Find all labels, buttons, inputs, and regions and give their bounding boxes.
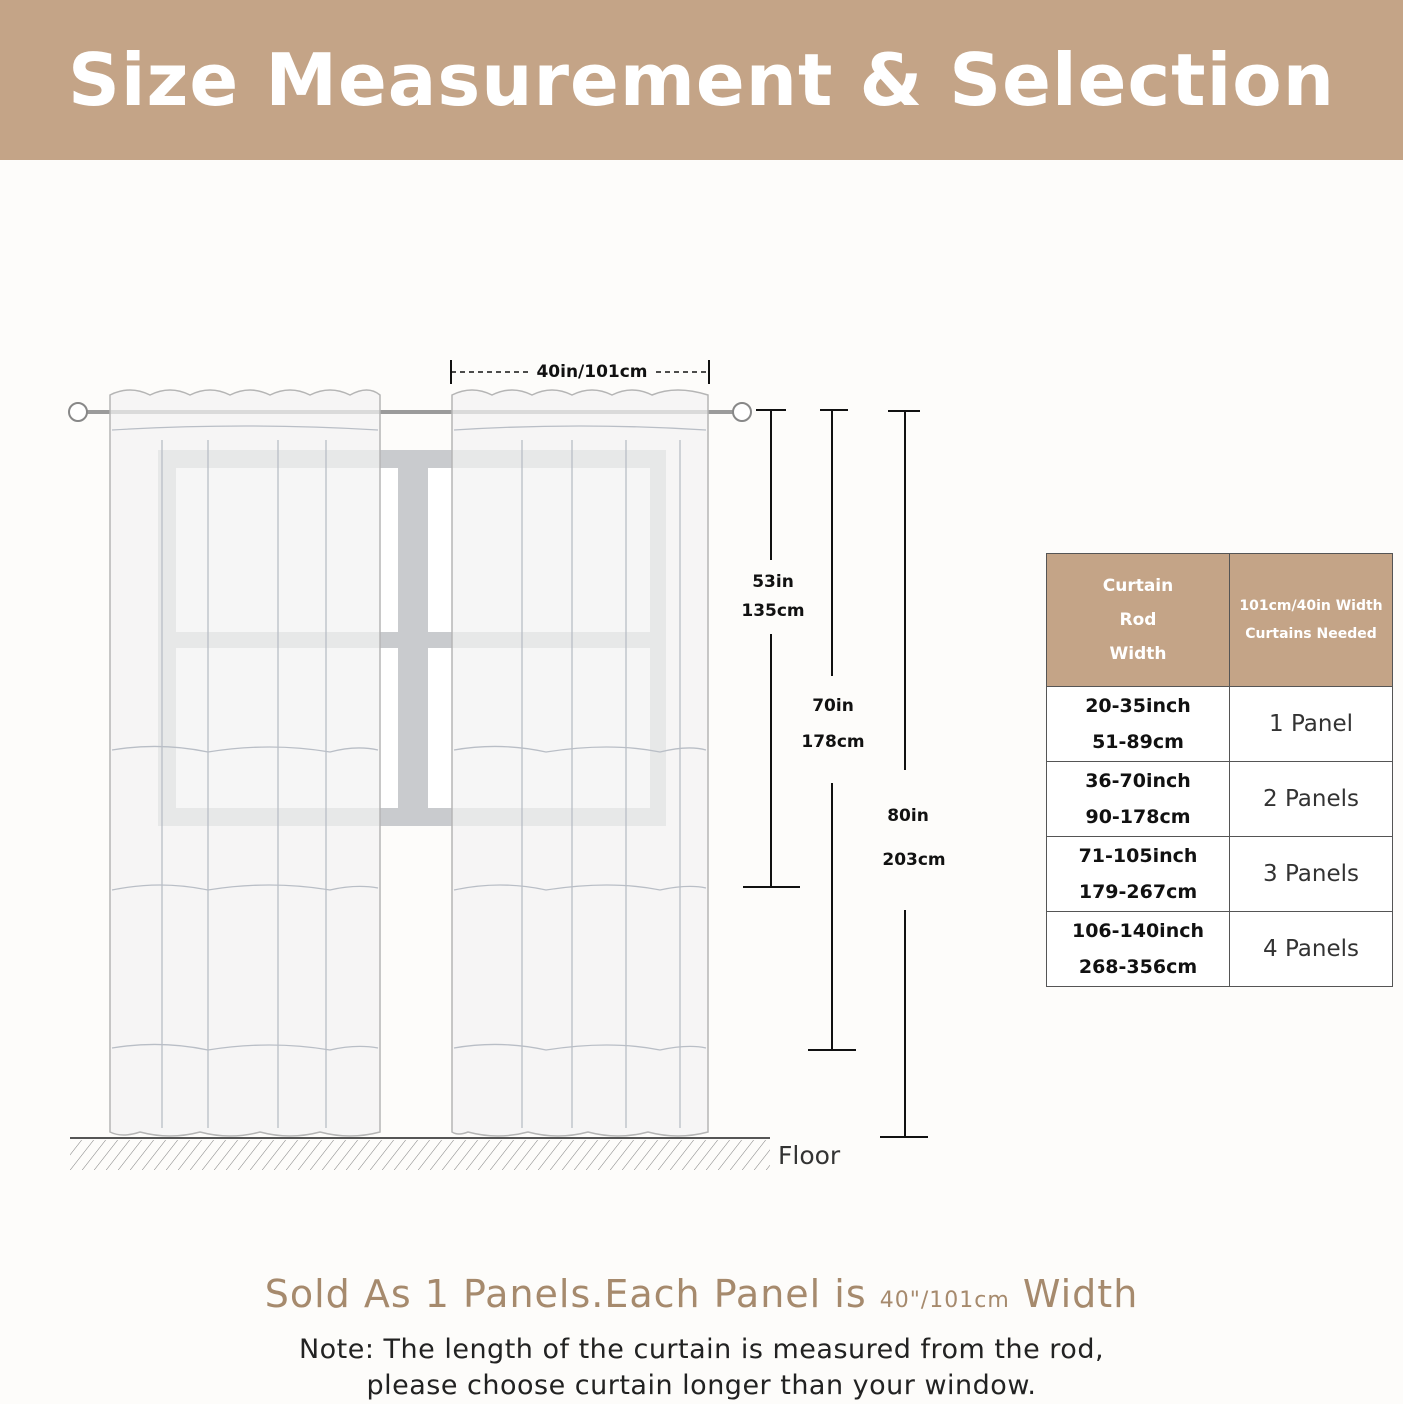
header-line: 101cm/40in Width xyxy=(1239,598,1383,614)
floor-label: Floor xyxy=(778,1141,841,1170)
dimension-53in xyxy=(741,410,804,887)
table-row xyxy=(1047,687,1393,762)
dimension-label-cm: 178cm xyxy=(801,732,865,752)
header-curtains-needed xyxy=(1230,554,1393,687)
table-row xyxy=(1047,912,1393,987)
sold-size: 40"/101cm xyxy=(879,1288,1010,1313)
sold-as-text xyxy=(0,1272,1403,1316)
panels-cell: 4 Panels xyxy=(1230,912,1393,987)
sold-end: Width xyxy=(1022,1272,1139,1316)
dimension-label-in: 80in xyxy=(887,806,929,826)
measurement-note xyxy=(0,1332,1403,1404)
floor xyxy=(70,1138,770,1170)
page-title: Size Measurement & Selection xyxy=(67,38,1335,122)
panels-cell: 2 Panels xyxy=(1230,762,1393,837)
left-curtain-panel xyxy=(110,390,380,1136)
rod-width-cell xyxy=(1047,687,1230,762)
header-line: Width xyxy=(1109,644,1167,664)
header-line: Rod xyxy=(1119,610,1157,630)
range-inch: 106-140inch xyxy=(1071,920,1205,942)
size-selection-table xyxy=(1046,553,1393,987)
table-row xyxy=(1047,762,1393,837)
note-line-2: please choose curtain longer than your window. xyxy=(366,1370,1037,1401)
table-header-row xyxy=(1047,554,1393,687)
range-inch: 20-35inch xyxy=(1085,695,1191,717)
note-line-1: Note: The length of the curtain is measured from the rod, xyxy=(298,1334,1105,1365)
header-line: Curtain xyxy=(1102,576,1174,596)
dimension-label-cm: 135cm xyxy=(741,601,805,621)
dimension-label-in: 53in xyxy=(752,572,794,592)
rod-width-cell xyxy=(1047,762,1230,837)
header-line: Curtains Needed xyxy=(1245,626,1377,642)
range-cm: 90-178cm xyxy=(1085,806,1191,828)
range-cm: 268-356cm xyxy=(1078,956,1198,978)
range-cm: 179-267cm xyxy=(1078,881,1198,903)
right-curtain-panel xyxy=(452,390,708,1136)
range-cm: 51-89cm xyxy=(1092,731,1184,753)
panels-cell: 1 Panel xyxy=(1230,687,1393,762)
dimension-70in xyxy=(801,410,864,1050)
sold-main: Sold As 1 Panels.Each Panel is xyxy=(264,1272,867,1316)
panels-cell: 3 Panels xyxy=(1230,837,1393,912)
range-inch: 71-105inch xyxy=(1078,845,1198,867)
rod-width-cell xyxy=(1047,912,1230,987)
dimension-label-cm: 203cm xyxy=(882,850,946,870)
rod-width-cell xyxy=(1047,837,1230,912)
header-rod-width xyxy=(1047,554,1230,687)
width-dimension xyxy=(451,360,709,384)
range-inch: 36-70inch xyxy=(1085,770,1191,792)
dimension-label-in: 70in xyxy=(812,696,854,716)
dimension-80in xyxy=(880,411,946,1137)
width-label: 40in/101cm xyxy=(536,362,648,382)
table-row xyxy=(1047,837,1393,912)
